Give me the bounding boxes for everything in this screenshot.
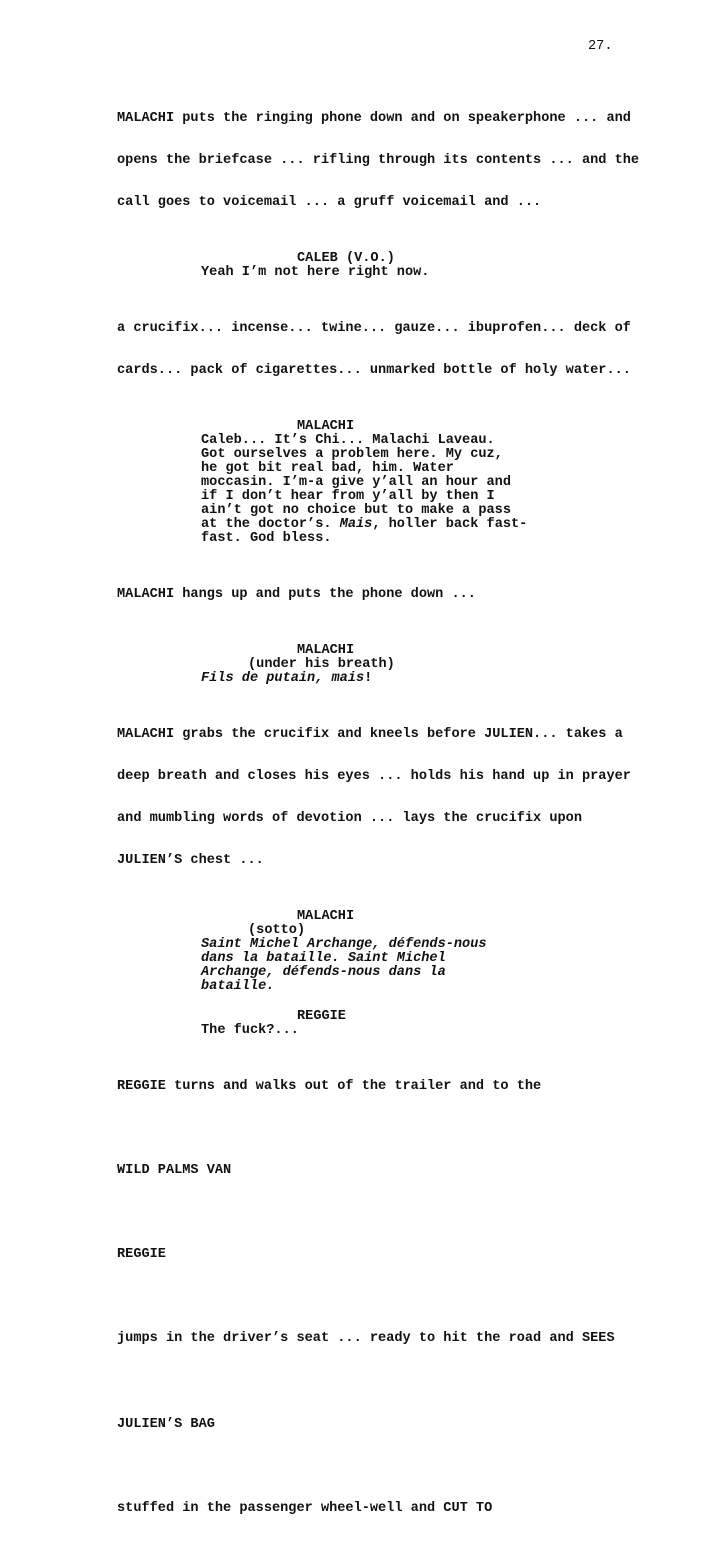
dialogue-line bbox=[117, 952, 657, 966]
scene-subheading bbox=[117, 1390, 657, 1460]
dialogue-block bbox=[117, 420, 657, 546]
page-number: 27. bbox=[588, 39, 613, 54]
dialogue-block bbox=[117, 910, 657, 994]
action-line: cards... pack of cigarettes... unmarked bottle of holy water... bbox=[117, 363, 631, 378]
action-line: opens the briefcase ... rifling through its contents ... and the bbox=[117, 153, 640, 168]
dialogue-line: Yeah I’m not here right now. bbox=[201, 265, 430, 280]
scene-subheading bbox=[117, 1220, 657, 1290]
dialogue-line: Caleb... It’s Chi... Malachi Laveau. bbox=[201, 433, 495, 448]
action-line: jumps in the driver’s seat ... ready to hit the road and SEES bbox=[117, 1331, 615, 1346]
action-paragraph bbox=[117, 700, 657, 896]
dialogue-line bbox=[117, 980, 657, 994]
action-paragraph bbox=[117, 1474, 657, 1544]
slug-line: WILD PALMS VAN bbox=[117, 1163, 232, 1178]
action-line: MALACHI grabs the crucifix and kneels before JULIEN... takes a bbox=[117, 727, 623, 742]
character-name: MALACHI bbox=[297, 419, 355, 434]
dialogue-italic-text: Mais bbox=[339, 517, 373, 532]
dialogue-line: moccasin. I’m-a give y’all an hour and bbox=[201, 475, 511, 490]
dialogue-line bbox=[117, 966, 657, 980]
dialogue-block bbox=[117, 252, 657, 280]
action-line: deep breath and closes his eyes ... holds his hand up in prayer bbox=[117, 769, 631, 784]
action-line: REGGIE turns and walks out of the trailer and to the bbox=[117, 1079, 542, 1094]
dialogue-line: if I don’t hear from y’all by then I bbox=[201, 489, 495, 504]
dialogue-text: ! bbox=[364, 671, 373, 686]
slug-line: REGGIE bbox=[117, 1247, 166, 1262]
action-line: a crucifix... incense... twine... gauze... ibuprofen... deck of bbox=[117, 321, 631, 336]
action-paragraph bbox=[117, 294, 657, 406]
character-name: MALACHI bbox=[297, 643, 355, 658]
parenthetical: (sotto) bbox=[248, 923, 306, 938]
dialogue-line bbox=[117, 518, 657, 532]
dialogue-line: The fuck?... bbox=[201, 1023, 299, 1038]
action-line: call goes to voicemail ... a gruff voicemail and ... bbox=[117, 195, 542, 210]
action-paragraph bbox=[117, 84, 657, 238]
dialogue-line: he got bit real bad, him. Water bbox=[201, 461, 454, 476]
character-name: REGGIE bbox=[297, 1009, 346, 1024]
action-paragraph bbox=[117, 1304, 657, 1374]
dialogue-line bbox=[117, 938, 657, 952]
dialogue-italic-text: Saint Michel Archange, défends-nous bbox=[201, 937, 487, 952]
parenthetical: (under his breath) bbox=[248, 657, 395, 672]
dialogue-line: ain’t got no choice but to make a pass bbox=[201, 503, 511, 518]
dialogue-line bbox=[117, 672, 657, 686]
screenplay-body bbox=[117, 84, 657, 1544]
dialogue-line: fast. God bless. bbox=[201, 531, 332, 546]
character-name: CALEB (V.O.) bbox=[297, 251, 395, 266]
dialogue-text: at the doctor’s. bbox=[201, 517, 340, 532]
scene-subheading bbox=[117, 1136, 657, 1206]
action-line: and mumbling words of devotion ... lays the crucifix upon bbox=[117, 811, 582, 826]
dialogue-line: Got ourselves a problem here. My cuz, bbox=[201, 447, 503, 462]
character-name: MALACHI bbox=[297, 909, 355, 924]
action-line: stuffed in the passenger wheel-well and CUT TO bbox=[117, 1501, 493, 1516]
dialogue-text: , holler back fast- bbox=[372, 517, 528, 532]
slug-line: JULIEN’S BAG bbox=[117, 1417, 215, 1432]
dialogue-italic-text: dans la bataille. Saint Michel bbox=[201, 951, 446, 966]
action-line: MALACHI hangs up and puts the phone down ... bbox=[117, 587, 476, 602]
dialogue-block bbox=[117, 1010, 657, 1038]
dialogue-italic-text: Fils de putain, mais bbox=[201, 671, 365, 686]
dialogue-italic-text: Archange, défends-nous dans la bbox=[201, 965, 446, 980]
action-line: MALACHI puts the ringing phone down and on speakerphone ... and bbox=[117, 111, 631, 126]
dialogue-italic-text: bataille. bbox=[201, 979, 275, 994]
action-line: JULIEN’S chest ... bbox=[117, 853, 264, 868]
action-paragraph bbox=[117, 560, 657, 630]
action-paragraph bbox=[117, 1052, 657, 1122]
dialogue-block bbox=[117, 644, 657, 686]
